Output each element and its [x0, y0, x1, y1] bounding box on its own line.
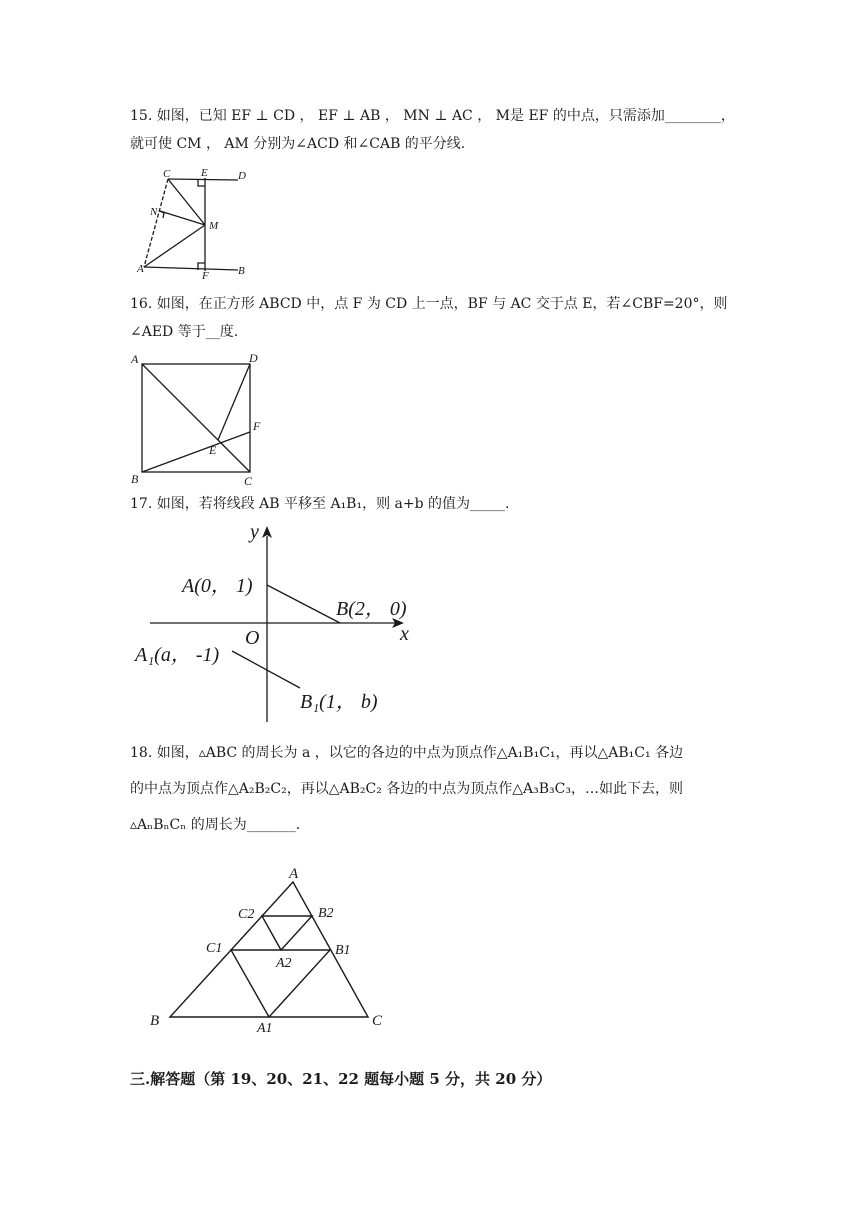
q17-text-line1: 17. 如图，若将线段 AB 平移至 A₁B₁，则 a+b 的值为_____. [130, 496, 510, 512]
q18-label-C2: C2 [238, 907, 255, 922]
q18-label-C1: C1 [206, 941, 223, 956]
q15-label-C: C [163, 168, 171, 180]
q16-label-F: F [253, 419, 261, 433]
q16-label-B: B [131, 472, 139, 486]
q18-text-line1: 18. 如图，▵ABC 的周长为 a ，以它的各边的中点为顶点作△A₁B₁C₁，再以△AB₁C₁ 各边 [130, 745, 684, 761]
q15-text-line2: 就可使 CM ， AM 分别为∠ACD 和∠CAB 的平分线. [130, 136, 466, 152]
q16-text-line2: ∠AED 等于__度. [130, 324, 239, 340]
q18-figure [140, 860, 400, 1040]
q16-label-A: A [131, 352, 139, 366]
q15-label-F: F [202, 270, 209, 282]
q17-label-B1: B₁(1， b) [300, 691, 378, 713]
q15-label-D: D [238, 170, 246, 182]
q18-label-B: B [150, 1013, 160, 1029]
q15-label-B: B [238, 265, 245, 277]
q15-label-M: M [209, 220, 219, 232]
q17-figure [130, 522, 430, 732]
q16-text-line1: 16. 如图，在正方形 ABCD 中，点 F 为 CD 上一点，BF 与 AC 交于点 E，若∠CBF=20°，则 [130, 296, 728, 312]
q17-label-O: O [245, 627, 260, 649]
q17-label-B: B(2， 0) [336, 598, 407, 620]
q16-label-C: C [244, 474, 253, 488]
q17-label-A1: A₁(a， -1) [135, 644, 220, 666]
q18-label-A: A [289, 866, 299, 882]
q18-label-C: C [372, 1013, 383, 1029]
q18-label-A1: A1 [257, 1021, 273, 1036]
q18-text-line2: 的中点为顶点作△A₂B₂C₂，再以△AB₂C₂ 各边的中点为顶点作△A₃B₃C₃，…如此下去，则 [130, 781, 683, 797]
q15-text-line1: 15. 如图，已知 EF ⊥ CD ， EF ⊥ AB ， MN ⊥ AC ， M是 EF 的中点，只需添加________， [130, 108, 735, 124]
q17-label-y: y [250, 521, 259, 543]
q18-label-A2: A2 [276, 956, 292, 971]
q16-label-D: D [249, 351, 258, 365]
q16-label-E: E [209, 443, 217, 457]
q15-label-E: E [201, 167, 208, 179]
q18-text-line3: ▵AₙBₙCₙ 的周长为_______. [130, 817, 301, 833]
q15-figure [130, 165, 260, 280]
q17-label-x: x [400, 623, 409, 645]
q15-label-N: N [150, 206, 158, 218]
q16-figure [130, 350, 270, 490]
q17-label-A: A(0， 1) [182, 575, 253, 597]
q18-label-B1: B1 [335, 943, 351, 958]
q15-label-A: A [137, 263, 144, 275]
q18-label-B2: B2 [318, 906, 334, 921]
section-3-heading: 三.解答题（第 19、20、21、22 题每小题 5 分，共 20 分） [130, 1070, 552, 1088]
